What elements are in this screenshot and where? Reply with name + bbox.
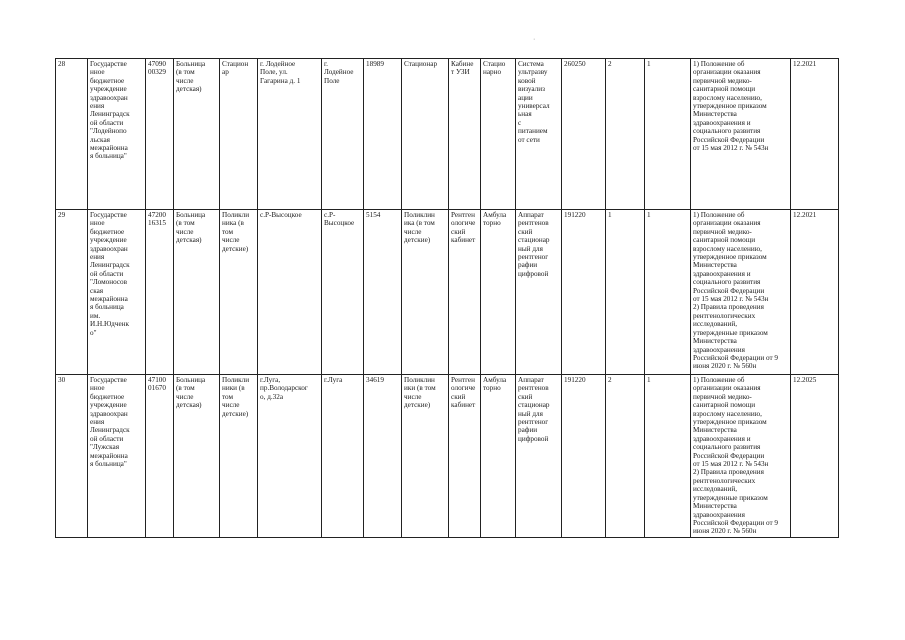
table-row — [56, 375, 839, 538]
cell-row-number: 28 — [56, 59, 88, 210]
cell-equipment: Система ультразву ковой визуализ ации универсал ьная с питанием от сети — [516, 59, 562, 210]
cell-room: Рентген ологиче ский кабинет — [449, 375, 481, 538]
cell-organization: Государстве нное бюджетное учреждение здравоохран ения Ленинградск ой области "Ломоносов ская межрайонна я больница им. И.Н.Юдченк о" — [88, 210, 146, 375]
cell-unit: Поликли ника (в том числе детские) — [220, 210, 258, 375]
cell-date: 12.2021 — [791, 210, 839, 375]
cell-address: г.Луга, пр.Володарског о, д.32а — [258, 375, 322, 538]
cell-unit: Поликли ники (в том числе детские) — [220, 375, 258, 538]
cell-row-number: 30 — [56, 375, 88, 538]
cell-code: 47100 01670 — [146, 375, 174, 538]
cell-date: 12.2021 — [791, 59, 839, 210]
table-row — [56, 210, 839, 375]
cell-care-form: Стацио нарно — [481, 59, 516, 210]
cell-qty-planned: 1 — [645, 375, 691, 538]
cell-care-form: Амбула торно — [481, 210, 516, 375]
cell-legal-basis: 1) Положение об организации оказания первичной медико- санитарной помощи взрослому населению, утвержденное приказом Министерства здравоохранения и социального развития Российской Федерации от 15 мая 2012 г. № 543н 2) Правила проведения рентгенологических исследований, утвержденные приказом Министерства здравоохранения Российской Федерации от 9 июня 2020 г. № 560н — [691, 210, 791, 375]
cell-organization: Государстве нное бюджетное учреждение здравоохран ения Ленинградск ой области "Лужская межрайонна я больница" — [88, 375, 146, 538]
cell-code: 47200 16315 — [146, 210, 174, 375]
equipment-table — [55, 58, 839, 538]
cell-locality: г. Лодейное Поле — [322, 59, 364, 210]
cell-locality: с.Р- Высоцкое — [322, 210, 364, 375]
cell-equipment: Аппарат рентгенов ский стационар ный для рентгеног рафии цифровой — [516, 375, 562, 538]
cell-legal-basis: 1) Положение об организации оказания первичной медико- санитарной помощи взрослому населению, утвержденное приказом Министерства здравоохранения и социального развития Российской Федерации от 15 мая 2012 г. № 543н 2) Правила проведения рентгенологических исследований, утвержденные приказом Министерства здравоохранения Российской Федерации от 9 июня 2020 г. № 560н — [691, 375, 791, 538]
cell-population: 34619 — [364, 375, 402, 538]
cell-subdivision: Поликлин ики (в том числе детские) — [402, 375, 449, 538]
cell-address: г. Лодейное Поле, ул. Гагарина д. 1 — [258, 59, 322, 210]
cell-facility-type: Больница (в том числе детская) — [174, 59, 220, 210]
cell-unit: Стацион ар — [220, 59, 258, 210]
cell-equipment: Аппарат рентгенов ский стационар ный для рентгеног рафии цифровой — [516, 210, 562, 375]
cell-equipment-code: 191220 — [562, 210, 606, 375]
cell-date: 12.2025 — [791, 375, 839, 538]
cell-qty-required: 2 — [606, 59, 645, 210]
cell-organization: Государстве нное бюджетное учреждение здравоохран ения Ленинградск ой области "Лодейнопо льская межрайонна я больница" — [88, 59, 146, 210]
cell-population: 5154 — [364, 210, 402, 375]
cell-qty-planned: 1 — [645, 59, 691, 210]
scan-speck: · — [533, 36, 536, 43]
cell-qty-required: 1 — [606, 210, 645, 375]
cell-row-number: 29 — [56, 210, 88, 375]
cell-equipment-code: 191220 — [562, 375, 606, 538]
cell-facility-type: Больница (в том числе детская) — [174, 375, 220, 538]
cell-care-form: Амбула торно — [481, 375, 516, 538]
cell-room: Кабине т УЗИ — [449, 59, 481, 210]
cell-qty-planned: 1 — [645, 210, 691, 375]
cell-address: с.Р-Высоцкое — [258, 210, 322, 375]
cell-legal-basis: 1) Положение об организации оказания первичной медико- санитарной помощи взрослому населению, утвержденное приказом Министерства здравоохранения и социального развития Российской Федерации от 15 мая 2012 г. № 543н — [691, 59, 791, 210]
cell-subdivision: Стационар — [402, 59, 449, 210]
cell-equipment-code: 260250 — [562, 59, 606, 210]
cell-facility-type: Больница (в том числе детская) — [174, 210, 220, 375]
cell-code: 47090 00329 — [146, 59, 174, 210]
cell-locality: г.Луга — [322, 375, 364, 538]
cell-room: Рентген ологиче ский кабинет — [449, 210, 481, 375]
cell-subdivision: Поликлин ика (в том числе детские) — [402, 210, 449, 375]
table-row — [56, 59, 839, 210]
cell-population: 18989 — [364, 59, 402, 210]
cell-qty-required: 2 — [606, 375, 645, 538]
